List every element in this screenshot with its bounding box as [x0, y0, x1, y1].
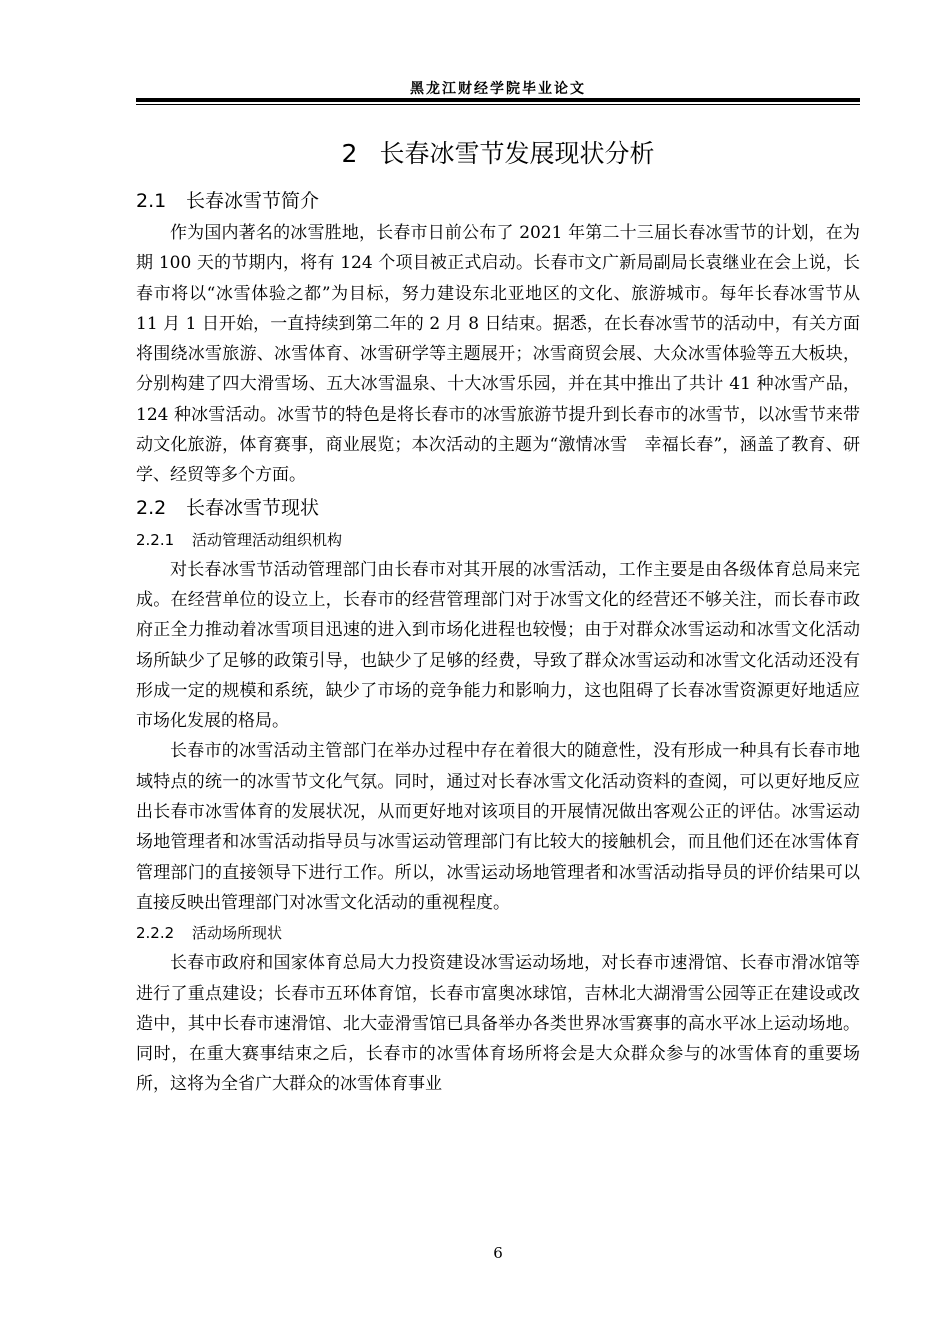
paragraph: 长春市的冰雪活动主管部门在举办过程中存在着很大的随意性，没有形成一种具有长春市地域特点的统一的冰雪节文化气氛。同时，通过对长春冰雪文化活动资料的查阅，可以更好地反应出长春市冰雪体育的发展状况，从而更好地对该项目的开展情况做出客观公正的评估。冰雪运动场地管理者和冰雪活动指导员与冰雪运动管理部门有比较大的接触机会，而且他们还在冰雪体育管理部门的直接领导下进行工作。所以，冰雪运动场地管理者和冰雪活动指导员的评价结果可以直接反映出管理部门对冰雪文化活动的重视程度。 [136, 741, 860, 913]
chapter-number: 2 [341, 139, 358, 168]
page-number: 6 [493, 1244, 503, 1262]
section-heading-2-2 [136, 491, 860, 525]
subsection-heading-2-2-1 [136, 525, 860, 555]
paragraph: 长春市政府和国家体育总局大力投资建设冰雪运动场地，对长春市速滑馆、长春市滑冰馆等进行了重点建设；长春市五环体育馆，长春市富奥冰球馆，吉林北大湖滑雪公园等正在建设或改造中，其中长春市速滑馆、北大壶滑雪馆已具备举办各类世界冰雪赛事的高水平冰上运动场地。同时，在重大赛事结束之后，长春市的冰雪体育场所将会是大众群众参与的冰雪体育的重要场所，这将为全省广大群众的冰雪体育事业 [136, 953, 860, 1095]
section-title: 长春冰雪节简介 [186, 190, 320, 212]
subsection-number: 2.2.2 [136, 924, 175, 943]
header-rule-thin [136, 104, 860, 105]
section-number: 2.1 [136, 190, 167, 212]
chapter-title-text: 长春冰雪节发展现状分析 [379, 139, 655, 168]
subsection-title: 活动管理活动组织机构 [192, 530, 343, 549]
subsection-title: 活动场所现状 [192, 924, 283, 943]
subsection-number: 2.2.1 [136, 530, 175, 549]
subsection-heading-2-2-2 [136, 918, 860, 948]
header-rule-thick [136, 98, 860, 102]
section-heading-2-1 [136, 184, 860, 218]
running-header: 黑龙江财经学院毕业论文 [410, 81, 586, 97]
section-title: 长春冰雪节现状 [186, 496, 320, 519]
chapter-title [136, 134, 860, 170]
paragraph: 作为国内著名的冰雪胜地，长春市日前公布了 2021 年第二十三届长春冰雪节的计划，在为期 100 天的节期内，将有 124 个项目被正式启动。长春市文广新局副局长袁继业在会上说，长春市将以“冰雪体验之都”为目标，努力建设东北亚地区的文化、旅游城市。每年长春冰雪节从 11 月 1 日开始，一直持续到第二年的 2 月 8 日结束。据悉，在长春冰雪节的活动中，有关方面将围绕冰雪旅游、冰雪体育、冰雪研学等主题展开；冰雪商贸会展、大众冰雪体验等五大板块，分别构建了四大滑雪场、五大冰雪温泉、十大冰雪乐园，并在其中推出了共计 41 种冰雪产品，124 种冰雪活动。冰雪节的特色是将长春市的冰雪旅游节提升到长春市的冰雪节，以冰雪节来带动文化旅游，体育赛事，商业展览；本次活动的主题为“激情冰雪 幸福长春”，涵盖了教育、研学、经贸等多个方面。 [136, 223, 860, 486]
section-number: 2.2 [136, 496, 167, 519]
paragraph: 对长春冰雪节活动管理部门由长春市对其开展的冰雪活动，工作主要是由各级体育总局来完成。在经营单位的设立上，长春市的经营管理部门对于冰雪文化的经营还不够关注，而长春市政府正全力推动着冰雪项目迅速的进入到市场化进程也较慢；由于对群众冰雪运动和冰雪文化活动场所缺少了足够的政策引导，也缺少了足够的经费，导致了群众冰雪运动和冰雪文化活动还没有形成一定的规模和系统，缺少了市场的竞争能力和影响力，这也阻碍了长春冰雪资源更好地适应市场化发展的格局。 [136, 559, 860, 732]
page-body [136, 184, 860, 1100]
